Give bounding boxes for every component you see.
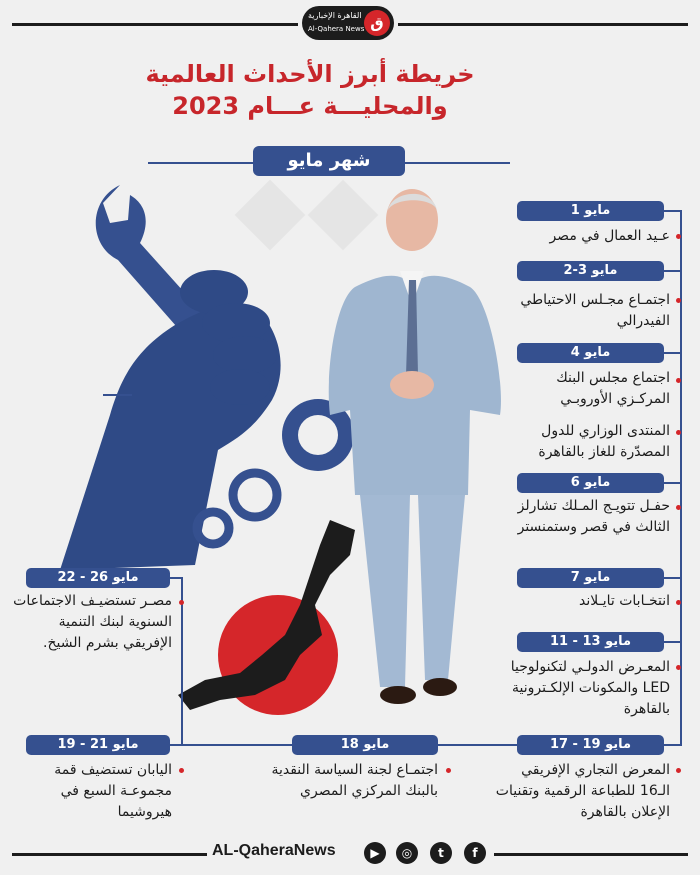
- connector-e2: [663, 270, 682, 272]
- bullet-dot: [676, 768, 681, 773]
- event-text-3b: المنتدى الوزاري للدول المصدّرة للغاز بالقاهرة: [538, 423, 670, 460]
- connector-e3: [663, 352, 682, 354]
- bullet-dot: [676, 600, 681, 605]
- event-text-4: حفـل تتويـج المـلك تشارلز الثالث في قصر وستمنستر: [517, 498, 670, 535]
- event-date-4: 6 مايو: [517, 473, 664, 493]
- king-charles-photo: [329, 189, 501, 704]
- connector-e10: [170, 577, 183, 579]
- bullet-dot: [676, 378, 681, 383]
- event-date-1: 1 مايو: [517, 201, 664, 221]
- top-divider-right: [398, 23, 688, 26]
- footer-brand: AL-QaheraNews: [212, 842, 336, 859]
- event-text-1: عـيد العمال في مصر: [549, 228, 670, 244]
- event-date-2: 2-3 مايو: [517, 261, 664, 281]
- bullet-dot: [676, 234, 681, 239]
- logo-arabic-text: القاهرة الإخبارية: [308, 11, 362, 20]
- month-rule-left: [148, 162, 253, 164]
- background-diamond-icon: [235, 180, 379, 251]
- event-date-5: 7 مايو: [517, 568, 664, 588]
- bullet-dot: [446, 768, 451, 773]
- connector-e1: [663, 210, 682, 212]
- footer-divider-left: [12, 853, 207, 856]
- channel-logo: [302, 6, 394, 40]
- bullet-dot: [676, 430, 681, 435]
- facebook-icon[interactable]: f: [464, 842, 486, 864]
- top-divider-left: [12, 23, 298, 26]
- event-text-5: انتخـابات تايـلاند: [579, 593, 670, 609]
- event-text-10: مصـر تستضيـف الاجتماعات السنوية لبنك التنمية الإفريقي بشرم الشيخ.: [13, 593, 172, 651]
- connector-e5: [663, 577, 682, 579]
- event-date-6: 11 - 13 مايو: [517, 632, 664, 652]
- twitter-icon[interactable]: t: [430, 842, 452, 864]
- event-date-7: 17 - 19 مايو: [517, 735, 664, 755]
- month-label: شهر مايو: [253, 146, 405, 176]
- logo-mark-icon: ق: [364, 10, 390, 36]
- connector-e7: [663, 744, 682, 746]
- bullet-dot: [676, 505, 681, 510]
- month-rule-right: [405, 162, 510, 164]
- bottom-connector: [170, 744, 292, 746]
- event-text-7: المعرض التجاري الإفريقي الـ16 للطباعة الرقمية وتقنيات الإعلان بالقاهرة: [495, 762, 670, 820]
- footer: [0, 836, 700, 875]
- bullet-dot: [676, 298, 681, 303]
- event-date-9: 19 - 21 مايو: [26, 735, 170, 755]
- event-date-3: 4 مايو: [517, 343, 664, 363]
- footer-divider-right: [494, 853, 688, 856]
- title-line-1: خريطة أبرز الأحداث العالمية: [145, 60, 475, 88]
- page-title: [100, 58, 520, 122]
- bullet-dot: [179, 600, 184, 605]
- event-text-9: اليابان تستضيف قمة مجموعـة السبع في هيروشيما: [54, 762, 172, 820]
- instagram-icon[interactable]: ◎: [396, 842, 418, 864]
- event-text-2: اجتمـاع مجـلس الاحتياطي الفيدرالي: [520, 292, 670, 329]
- event-text-3a: اجتماع مجلس البنك المركـزي الأوروبـي: [556, 370, 670, 407]
- event-text-8: اجتمـاع لجنة السياسة النقدية بالبنك المركزي المصري: [271, 762, 438, 799]
- logo-english-text: Al-Qahera News: [308, 25, 365, 33]
- bullet-dot: [179, 768, 184, 773]
- title-line-2: والمحليـــة عـــام 2023: [172, 92, 448, 120]
- bottom-connector: [438, 744, 518, 746]
- connector-e4: [663, 482, 682, 484]
- event-date-10: 22 - 26 مايو: [26, 568, 170, 588]
- bullet-dot: [676, 665, 681, 670]
- event-date-8: 18 مايو: [292, 735, 438, 755]
- event-text-6: المعـرض الدولـي لتكنولوجيا LED والمكونات الإلكـترونية بالقاهرة: [510, 659, 670, 717]
- connector-e6: [663, 641, 682, 643]
- youtube-icon[interactable]: ▶: [364, 842, 386, 864]
